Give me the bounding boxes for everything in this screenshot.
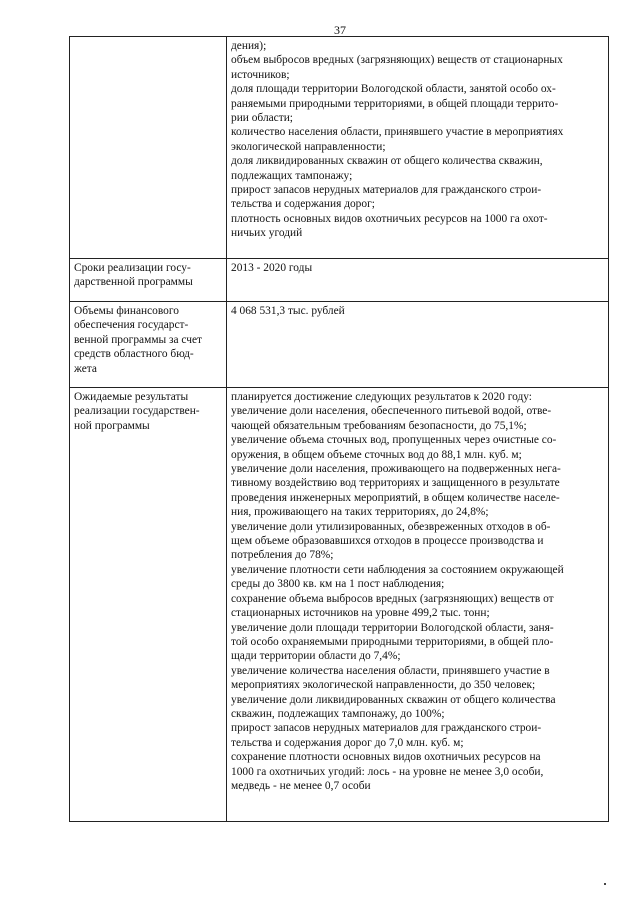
text-line: увеличение доли ликвидированных скважин от общего количества xyxy=(231,693,556,706)
row-content-cell xyxy=(227,388,609,822)
text-line: подлежащих тампонажу; xyxy=(231,169,353,182)
table-row xyxy=(70,302,609,388)
text-line: щади территории области до 7,4%; xyxy=(231,650,401,663)
text-line: дения); xyxy=(231,40,267,52)
row-label-cell xyxy=(70,37,227,259)
text-line: рии области; xyxy=(231,112,293,125)
page-number: 37 xyxy=(334,23,346,37)
scan-speck xyxy=(604,883,606,885)
text-line: увеличение доли площади территории Вологодской области, заня- xyxy=(231,621,554,634)
text-line: увеличение доли населения, обеспеченного питьевой водой, отве- xyxy=(231,405,552,418)
text-line: увеличение доли населения, проживающего на подверженных нега- xyxy=(231,463,561,476)
text-line: чающей обязательным требованиям безопасности, до 75,1%; xyxy=(231,419,527,432)
row-label-cell xyxy=(70,388,227,822)
text-line: увеличение доли утилизированных, обезвреженных отходов в об- xyxy=(231,520,551,533)
program-passport-table xyxy=(69,36,609,822)
text-line: среды до 3800 кв. км на 1 пост наблюдения; xyxy=(231,578,445,591)
text-line: увеличение плотности сети наблюдения за состоянием окружающей xyxy=(231,563,564,576)
text-line: обеспечения государст- xyxy=(74,319,189,332)
text-line: прирост запасов нерудных материалов для гражданского строи- xyxy=(231,722,542,735)
text-line: 2013 - 2020 годы xyxy=(231,262,313,274)
text-line: ничьих угодий xyxy=(231,227,303,240)
text-line: Сроки реализации госу- xyxy=(74,262,191,274)
text-line: жета xyxy=(74,362,97,375)
text-line: медведь - не менее 0,7 особи xyxy=(231,779,371,792)
text-line: дарственной программы xyxy=(74,276,193,289)
text-line: тельства и содержания дорог; xyxy=(231,198,375,211)
text-line: проведения инженерных мероприятий, в общем количестве населе- xyxy=(231,491,560,504)
row-content-cell xyxy=(227,37,609,259)
text-line: скважин, подлежащих тампонажу, до 100%; xyxy=(231,707,445,720)
table-row xyxy=(70,259,609,302)
text-line: Объемы финансового xyxy=(74,305,179,317)
text-line: потребления до 78%; xyxy=(231,549,334,562)
text-line: 1000 га охотничьих угодий: лось - на уровне не менее 3,0 особи, xyxy=(231,765,544,778)
row-content-cell xyxy=(227,259,609,302)
text-line: сохранение объема выбросов вредных (загрязняющих) веществ от xyxy=(231,592,554,605)
text-line: реализации государствен- xyxy=(74,405,200,418)
row-label-cell xyxy=(70,259,227,302)
row-content-cell xyxy=(227,302,609,388)
text-line: средств областного бюд- xyxy=(74,348,194,361)
text-line: сохранение плотности основных видов охотничьих ресурсов на xyxy=(231,751,541,764)
text-line: венной программы за счет xyxy=(74,333,203,346)
text-line: планируется достижение следующих результатов к 2020 году: xyxy=(231,391,532,403)
text-line: источников; xyxy=(231,68,290,81)
table-row xyxy=(70,388,609,822)
text-line: количество населения области, принявшего участие в мероприятиях xyxy=(231,126,564,139)
text-line: экологической направленности; xyxy=(231,140,386,153)
text-line: увеличение количества населения области, принявшего участие в xyxy=(231,664,550,677)
text-line: оружения, в общем объеме сточных вод до 88,1 млн. куб. м; xyxy=(231,448,522,461)
text-line: прирост запасов нерудных материалов для гражданского строи- xyxy=(231,184,542,197)
text-line: раняемыми природными территориями, в общей площади террито- xyxy=(231,97,559,110)
text-line: ной программы xyxy=(74,419,150,432)
text-line: увеличение объема сточных вод, пропущенных через очистные со- xyxy=(231,434,557,447)
text-line: тельства и содержания дорог до 7,0 млн. куб. м; xyxy=(231,736,464,749)
row-label-cell xyxy=(70,302,227,388)
text-line: тивному воздействию вод территориях и защищенного в результате xyxy=(231,477,560,490)
text-line: мероприятиях экологической направленности, до 350 человек; xyxy=(231,679,536,692)
text-line: доля площади территории Вологодской области, занятой особо ох- xyxy=(231,83,556,96)
text-line: щем объеме образовавшихся отходов в процессе производства и xyxy=(231,535,544,548)
text-line: плотность основных видов охотничьих ресурсов на 1000 га охот- xyxy=(231,212,548,225)
text-line: той особо охраняемыми природными территориями, в общей пло- xyxy=(231,635,554,648)
text-line: ния, проживающего на таких территориях, до 24,8%; xyxy=(231,506,489,519)
table-row xyxy=(70,37,609,259)
text-line: доля ликвидированных скважин от общего количества скважин, xyxy=(231,155,543,168)
text-line: стационарных источников на уровне 499,2 тыс. тонн; xyxy=(231,607,490,620)
text-line: 4 068 531,3 тыс. рублей xyxy=(231,305,345,317)
text-line: объем выбросов вредных (загрязняющих) веществ от стационарных xyxy=(231,54,563,67)
text-line: Ожидаемые результаты xyxy=(74,391,189,403)
